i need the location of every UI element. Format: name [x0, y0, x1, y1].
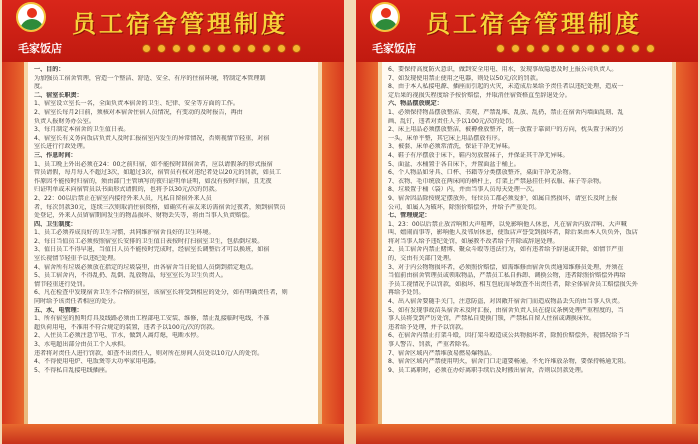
left-poster: [2, 0, 344, 444]
rule-line: 违者给予处理，并予以罚款。: [388, 323, 468, 331]
rule-line: 1、员工晚上外出必须在24：00之前归宿，如不能按时回宿舍者，应以请假条的形式报宿: [34, 160, 273, 168]
poster-title: 员工宿舍管理制度: [72, 9, 288, 38]
bottom-border-strip: [356, 424, 698, 444]
rule-line: 8、宿舍区域内严禁使用明火，宿舍门口走道要畅通，不允许堆放杂物，要保持畅通无阻。: [388, 358, 630, 366]
rule-line: 违者将对责任人进行罚款，如查不出责任人，则对所在房间人员处以10元/人的处罚。: [34, 349, 264, 357]
rule-line: 公司，如属人为破坏，除照价赔偿外，并给予严重处罚。: [388, 203, 541, 211]
rule-line: 叫、嬉闹而事等，影响他人及邻居休息，使饭店声誉受到损坏者，除后果由本人负负外，饭店: [388, 229, 638, 237]
rule-line: 6、凡在检查中发现宿舍卫生不合格的宿室，该宿室长将受到相应的处分，如有明确责任者，则: [34, 289, 288, 297]
right-border-strip: [676, 62, 698, 444]
rule-line: 8、由于本人私接电源、插座而引起的火灾，未造成后果给予责任者以违纪处理，造成一: [388, 83, 624, 91]
rule-line: 2、宿室长每月2日前，须核对本宿舍住宿人员情况，有变动的及时报告，再由: [34, 108, 243, 116]
rule-line: 为加强员工宿舍管理，营造一个整洁、舒适、安全、有序的住宿环境，特制定本管理制: [34, 74, 266, 82]
poster-title: 员工宿舍管理制度: [426, 9, 642, 38]
restaurant-logo-icon: [370, 2, 400, 32]
rule-line: 2、入住员工必须注意节电、节水，做到人离灯熄，电断水停。: [34, 332, 203, 340]
rule-line: 事人员将受到严厉处罚，严禁私自更换门锁，严禁私自留人住宿或调换床位。: [388, 315, 596, 323]
rule-line: 情节轻重进行处罚。: [34, 280, 89, 288]
rule-line: 度。: [34, 83, 47, 91]
rule-line: 1、宿室设立室长一名，全面负责本宿舍的卫生、纪律、安全等方面的工作。: [34, 100, 239, 108]
rule-line: 处登记，外来人员留宿期间发生的物品损坏、财物丢失等，将由当事人负责赔偿。: [34, 212, 254, 220]
rules-text: [28, 62, 318, 424]
rule-line: 4、鞋子有序摆放于床下，鞋内勿放置袜子，并保证其干净无异味。: [388, 151, 569, 159]
rule-line: 画、乱钉，违者对责任人予以100元/次的处罚。: [388, 117, 518, 125]
rule-line: 4、宿室长有义务向饭店负责人及时汇报宿室内发生的异常情况，否则视情节轻重，对宿: [34, 134, 270, 142]
rule-line: 6、在宿舍内禁止打架斗殴，因打架斗殴造成公共物损坏者，除照价赔偿外，视情况给予当: [388, 332, 630, 340]
rule-line: 2、床上用品必须摆放整洁，被褥叠放整齐，统一放置于靠窗户的方向，枕头置于床的另: [388, 126, 624, 134]
rule-line: 超负荷用电，不准用不符合规定的装置，违者予以100元/次的罚款。: [34, 323, 219, 331]
rule-line: 3、值日员工不得早退，当值日人员不能按时完成时，经宿室长调整后才可以换班，如宿: [34, 246, 270, 254]
rule-line: 3、被套、床单必须常清洗，保证干净无异味。: [388, 143, 514, 151]
rule-line: 的，交由有关部门处理。: [388, 255, 456, 263]
rule-line: 负责人报财务办公室。: [34, 117, 95, 125]
rule-line: 一头，床单平整，其它床上用品摆放有序。: [388, 134, 504, 142]
rule-line: 事人警告、罚款，严重者除名。: [388, 341, 474, 348]
rule-line: 7、如发现使用禁止使用之电器，则处以50元/次的罚款。: [388, 74, 542, 82]
right-poster: [356, 0, 698, 444]
rule-line: 2、每日当值员工必须按照宿室长安排的卫生值日表按时打扫宿室卫生，包括倒垃圾。: [34, 237, 264, 245]
rule-line: 当值前由宿舍管理员或领取物品，严禁员工私自拆卸、调换公物，违者除照价赔偿外再给: [388, 272, 626, 280]
rule-line: 5、面盆、水桶置于各自床下，并置面盆于桶上。: [388, 160, 520, 168]
rule-line: 归证明单或未向宿管员以书面形式请假的，也将予以30元/次的罚款。: [34, 186, 221, 194]
section-heading: 七、管理规定：: [388, 212, 431, 220]
brand-name: 毛家饭店: [372, 42, 416, 55]
section-heading: 三、作息时间：: [34, 151, 77, 159]
rules-text: [382, 62, 672, 424]
section-heading: 五、水、电管理：: [34, 306, 83, 314]
rule-line: 室长进行行政处理。: [34, 143, 89, 151]
rule-line: 1、必须保持物品摆放整洁、美观，严禁乱堆、乱放、乱扔，禁止在宿舍内墙面乱刻、乱: [388, 108, 624, 116]
rule-line: 4、宿舍所有垃圾必须放在指定的垃圾袋里，由各宿舍当日轮值人员倒到指定地点。: [34, 263, 258, 271]
rule-line: 5、员工宿舍内，不得乱扔、乱倒、乱放物品，每室室长为卫生负责人。: [34, 272, 227, 280]
bottom-border-strip: [2, 424, 344, 444]
rule-line: 4、出入宿舍要随手关门，注意防盗，对因敞开宿舍门而造成物品丢失的由当事人负责。: [388, 298, 624, 306]
poster-header: [356, 0, 698, 62]
rule-line: 1、员工必须养成良好的卫生习惯，共同维护宿舍良好的卫生环境。: [34, 229, 215, 237]
rule-line: 9、宿舍因品除按规定摆放外，每位员工都必须爱护，如属自然损坏，请室长及时上报: [388, 194, 618, 202]
decorative-dots: [496, 44, 655, 53]
rule-line: 室长视情节轻重予以违纪处理。: [34, 255, 120, 263]
left-border-strip: [356, 62, 378, 444]
rule-line: 9、员工离职时，必须在办好离职手续后及时搬出宿舍，否则以罚款处理。: [388, 366, 587, 374]
rule-line: 6、要保持高度防火意识，做到安全用电、用水，发现事故隐患及时上报公司负责人。: [388, 66, 618, 73]
section-heading: 六、物品摆放规定：: [388, 100, 443, 108]
rule-line: 3、水电超出部分由员工个人承担。: [34, 341, 130, 348]
rule-line: 7、衣物、毛巾统放在两床间的横杆上，灯架上严禁悬挂任何衣服、袜子等杂物。: [388, 177, 606, 185]
rule-line: 再给予处罚。: [388, 289, 425, 297]
right-border-strip: [322, 62, 344, 444]
rule-line: 5、如有发现事故苗头宿舍未及时汇报，由宿舍负责人员在提议条例处理严重程度的，当: [388, 306, 624, 314]
rule-line: 将对当事人给予违纪处罚，如屡教不改者给予开除或辞退处理。: [388, 237, 559, 245]
rule-line: 予员工视情况予以罚款，如损坏、相互包庇而导致查不出责任者，除全体宿舍员工赔偿损失外: [388, 280, 638, 288]
left-border-strip: [2, 62, 24, 444]
rule-line: 1、23：00以后禁止放音响和大声喧哗，以免影响他人休息，凡在宿舍内放音响、大声喊: [388, 220, 627, 228]
rule-line: 8、垃圾置于桶（袋）内，并由当事人员每天处理一次。: [388, 186, 539, 194]
rule-line: 管员请假，每月每人不超过3次，如超过3次，宿管员有权对违纪者处以20元的罚款，如员工: [34, 169, 282, 177]
rule-line: 同时给予该责任者相应的处分。: [34, 298, 120, 306]
rule-line: 4、不得使用电炉、电饭煲等大功率家用电器。: [34, 358, 160, 366]
restaurant-logo-icon: [16, 2, 46, 32]
decorative-dots: [142, 44, 301, 53]
rule-line: 3、对于内公物物损坏者，必须照价赔偿，如需维修由宿舍负责通知维修员处理，并须在: [388, 263, 624, 271]
rule-line: 5、不得私自乱接电线插座。: [34, 366, 112, 374]
poster-header: [2, 0, 344, 62]
brand-name: 毛家饭店: [18, 42, 62, 55]
rule-line: 作原因不能按时归宿的，须由部门主管填写的夜归证明单证明，如没有按时归宿，且无夜: [34, 177, 272, 185]
rule-line: 定后果的视损失程度给予按价赔偿，并取消住宿资格直至辞退处分。: [388, 91, 571, 99]
rule-line: 2、22：00以后禁止在宿室内接待外来人员，凡私自留宿外来人员: [34, 194, 212, 202]
rule-line: 6、个人物品如牙具、口杯、书籍等分类摆放整齐，桌面干净无杂物。: [388, 169, 575, 177]
rule-line: 者，每次罚款30元，连续三次则取消住宿资格，如确实有亲友来访需宿舍过夜者，须到宿管员: [34, 203, 286, 211]
section-heading: 二、宿室长职责：: [34, 91, 83, 99]
rule-line: 1、所有宿室的照明灯具及线路必须由工程部电工安装、维修，禁止乱接临时电线，不准: [34, 315, 270, 323]
section-heading: 一、目的：: [34, 66, 65, 73]
rule-line: 7、宿舍区域内严禁堆放易燃易爆物品。: [388, 349, 496, 357]
rule-line: 2、员工宿舍内禁止赌博、聚众斗殴等违法行为，如有违者给予辞退或开除，如情节严重: [388, 246, 624, 254]
rule-line: 3、每月制定本宿舍的卫生值日表。: [34, 126, 130, 134]
section-heading: 四、卫生制度：: [34, 220, 77, 228]
